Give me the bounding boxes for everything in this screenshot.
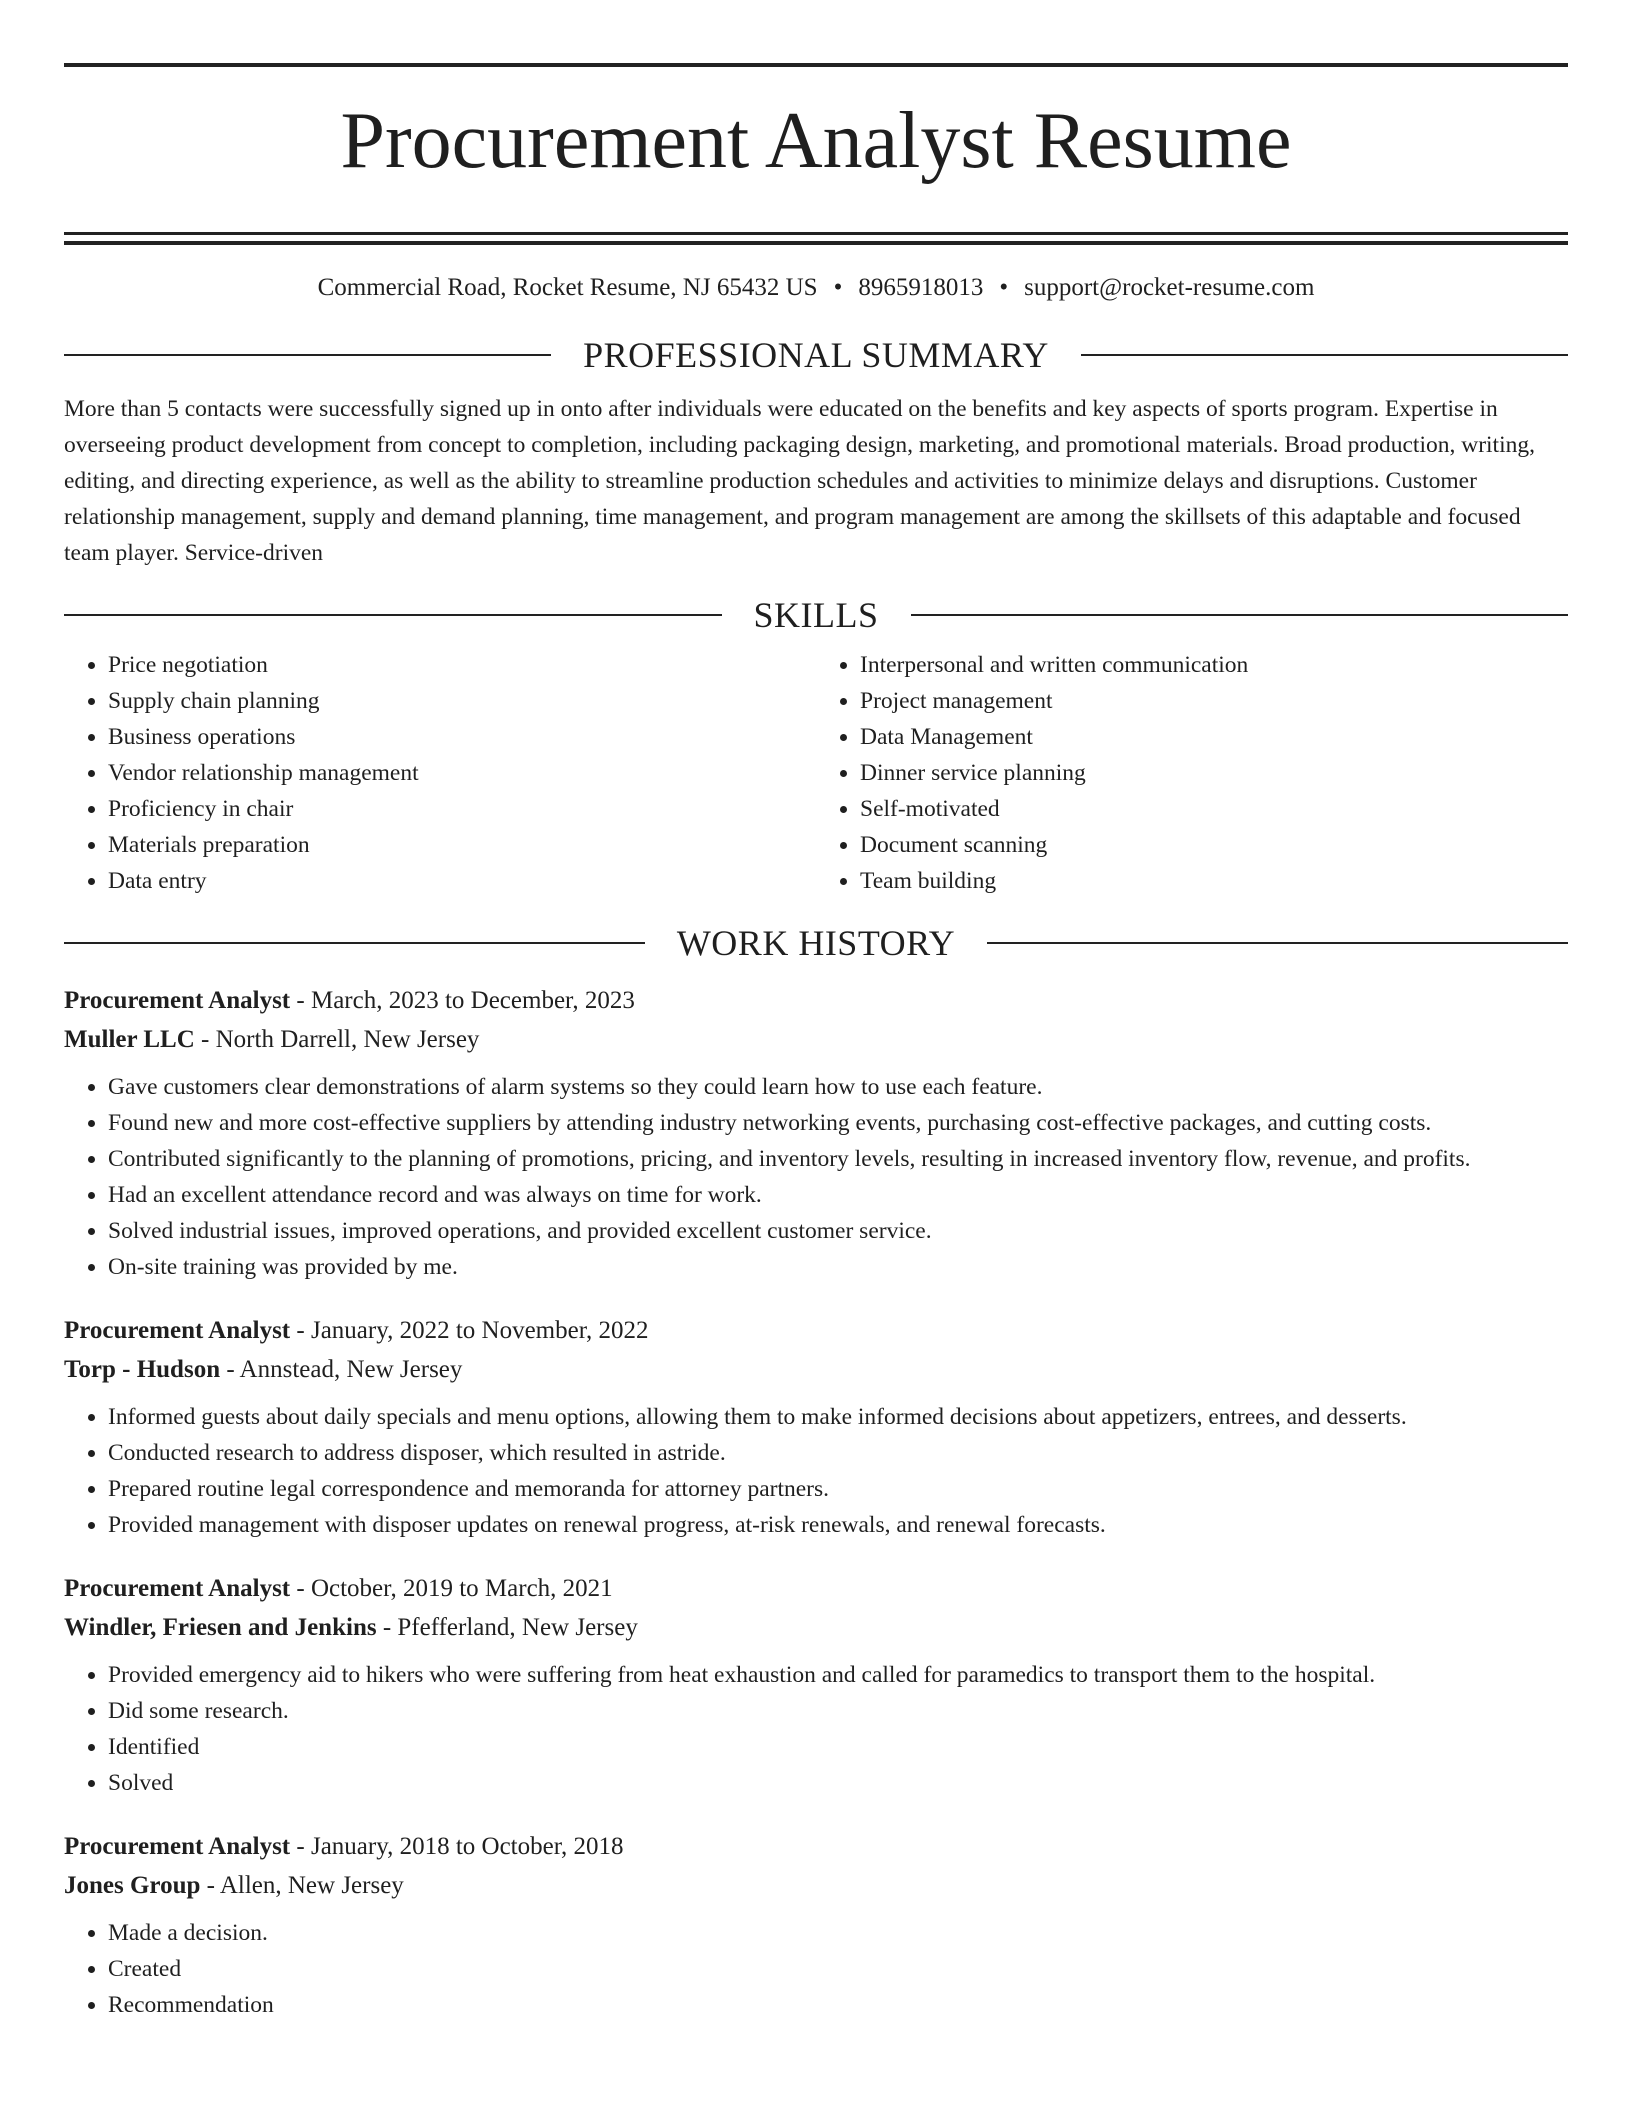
job-bullet: • Recommendation xyxy=(108,1987,1568,2023)
job-title-line xyxy=(64,1827,1568,1866)
skill-item: • Data entry xyxy=(108,863,816,899)
job-bullet: • Informed guests about daily specials and menu options, allowing them to make informed decisions about appetizers, entrees, and desserts. xyxy=(108,1399,1568,1435)
contact-separator: • xyxy=(833,274,843,301)
section-rule xyxy=(64,942,645,944)
job-bullet: • On-site training was provided by me. xyxy=(108,1249,1568,1285)
job-entry xyxy=(64,1569,1568,1801)
job-title: Procurement Analyst xyxy=(64,987,291,1014)
job-location: - North Darrell, New Jersey xyxy=(194,1026,480,1053)
job-title: Procurement Analyst xyxy=(64,1317,291,1344)
job-bullet: • Prepared routine legal correspondence and memoranda for attorney partners. xyxy=(108,1471,1568,1507)
resume-title: Procurement Analyst Resume xyxy=(340,97,1292,185)
job-bullet: • Provided emergency aid to hikers who were suffering from heat exhaustion and called for paramedics to transport them to the hospital. xyxy=(108,1657,1568,1693)
job-title-line xyxy=(64,1311,1568,1350)
job-company-line xyxy=(64,1866,1568,1905)
job-location: - Pfefferland, New Jersey xyxy=(376,1614,638,1641)
section-rule xyxy=(987,942,1568,944)
job-bullets xyxy=(64,1915,1568,2023)
contact-email: support@rocket-resume.com xyxy=(1024,274,1315,301)
section-rule xyxy=(911,614,1569,616)
skill-item: • Price negotiation xyxy=(108,647,816,683)
job-company-line xyxy=(64,1350,1568,1389)
job-entry xyxy=(64,1311,1568,1543)
skill-item: • Project management xyxy=(860,683,1568,719)
skill-item: • Interpersonal and written communication xyxy=(860,647,1568,683)
resume-page xyxy=(64,0,1568,2023)
skill-item: • Proficiency in chair xyxy=(108,791,816,827)
job-bullet: • Identified xyxy=(108,1729,1568,1765)
job-bullet: • Conducted research to address disposer, which resulted in astride. xyxy=(108,1435,1568,1471)
title-double-rule xyxy=(64,232,1568,245)
job-bullet: • Did some research. xyxy=(108,1693,1568,1729)
job-bullet: • Contributed significantly to the planning of promotions, pricing, and inventory levels, resulting in increased inventory flow, revenue, and profits. xyxy=(108,1141,1568,1177)
job-bullets xyxy=(64,1399,1568,1543)
job-bullet: • Had an excellent attendance record and was always on time for work. xyxy=(108,1177,1568,1213)
skill-item: • Supply chain planning xyxy=(108,683,816,719)
summary-text: More than 5 contacts were successfully signed up in onto after individuals were educated on the benefits and key aspects of sports program. Expertise in overseeing product development from concept to completion, including packaging design, marketing, and promotional materials. Broad production, writing, editing, and directing experience, as well as the ability to streamline production schedules and activities to minimize delays and disruptions. Customer relationship management, supply and demand planning, time management, and program management are among the skillsets of this adaptable and focused team player. Service-driven xyxy=(64,396,1535,566)
job-title-line xyxy=(64,1569,1568,1608)
job-entry xyxy=(64,1827,1568,2023)
job-bullet: • Made a decision. xyxy=(108,1915,1568,1951)
section-title-skills: SKILLS xyxy=(753,595,879,635)
section-header-summary xyxy=(64,333,1568,377)
job-bullet: • Solved industrial issues, improved operations, and provided excellent customer service. xyxy=(108,1213,1568,1249)
job-bullet: • Created xyxy=(108,1951,1568,1987)
job-entry xyxy=(64,981,1568,1285)
job-company-line xyxy=(64,1020,1568,1059)
job-dates: - January, 2018 to October, 2018 xyxy=(290,1833,624,1860)
job-dates: - March, 2023 to December, 2023 xyxy=(290,987,635,1014)
section-rule xyxy=(64,614,722,616)
section-header-work xyxy=(64,921,1568,965)
job-dates: - January, 2022 to November, 2022 xyxy=(290,1317,649,1344)
job-bullet: • Provided management with disposer updates on renewal progress, at-risk renewals, and renewal forecasts. xyxy=(108,1507,1568,1543)
section-title-work: WORK HISTORY xyxy=(676,923,956,963)
skill-item: • Dinner service planning xyxy=(860,755,1568,791)
job-location: - Allen, New Jersey xyxy=(200,1872,404,1899)
skill-item: • Business operations xyxy=(108,719,816,755)
section-title-summary: PROFESSIONAL SUMMARY xyxy=(583,335,1049,375)
job-title: Procurement Analyst xyxy=(64,1833,291,1860)
skill-item: • Team building xyxy=(860,863,1568,899)
job-company: Torp - Hudson xyxy=(64,1356,221,1383)
section-rule xyxy=(1081,354,1568,356)
job-bullets xyxy=(64,1069,1568,1285)
section-header-skills xyxy=(64,593,1568,637)
skills-columns xyxy=(64,647,1568,899)
job-dates: - October, 2019 to March, 2021 xyxy=(290,1575,613,1602)
job-company: Windler, Friesen and Jenkins xyxy=(64,1614,377,1641)
contact-separator: • xyxy=(999,274,1009,301)
job-bullet: • Found new and more cost-effective suppliers by attending industry networking events, purchasing cost-effective packages, and cutting costs. xyxy=(108,1105,1568,1141)
job-bullet: • Gave customers clear demonstrations of alarm systems so they could learn how to use each feature. xyxy=(108,1069,1568,1105)
skill-item: • Self-motivated xyxy=(860,791,1568,827)
work-history-list xyxy=(64,981,1568,2023)
contact-phone: 8965918013 xyxy=(858,274,984,301)
job-title-line xyxy=(64,981,1568,1020)
contact-line xyxy=(64,271,1568,305)
skills-list-right xyxy=(816,647,1568,899)
job-bullet: • Solved xyxy=(108,1765,1568,1801)
skill-item: • Data Management xyxy=(860,719,1568,755)
job-bullets xyxy=(64,1657,1568,1801)
job-company: Muller LLC xyxy=(64,1026,195,1053)
contact-address: Commercial Road, Rocket Resume, NJ 65432 US xyxy=(317,274,818,301)
skill-item: • Vendor relationship management xyxy=(108,755,816,791)
skill-item: • Materials preparation xyxy=(108,827,816,863)
section-rule xyxy=(64,354,551,356)
skill-item: • Document scanning xyxy=(860,827,1568,863)
job-location: - Annstead, New Jersey xyxy=(220,1356,463,1383)
job-company: Jones Group xyxy=(64,1872,201,1899)
job-company-line xyxy=(64,1608,1568,1647)
job-title: Procurement Analyst xyxy=(64,1575,291,1602)
skills-list-left xyxy=(64,647,816,899)
